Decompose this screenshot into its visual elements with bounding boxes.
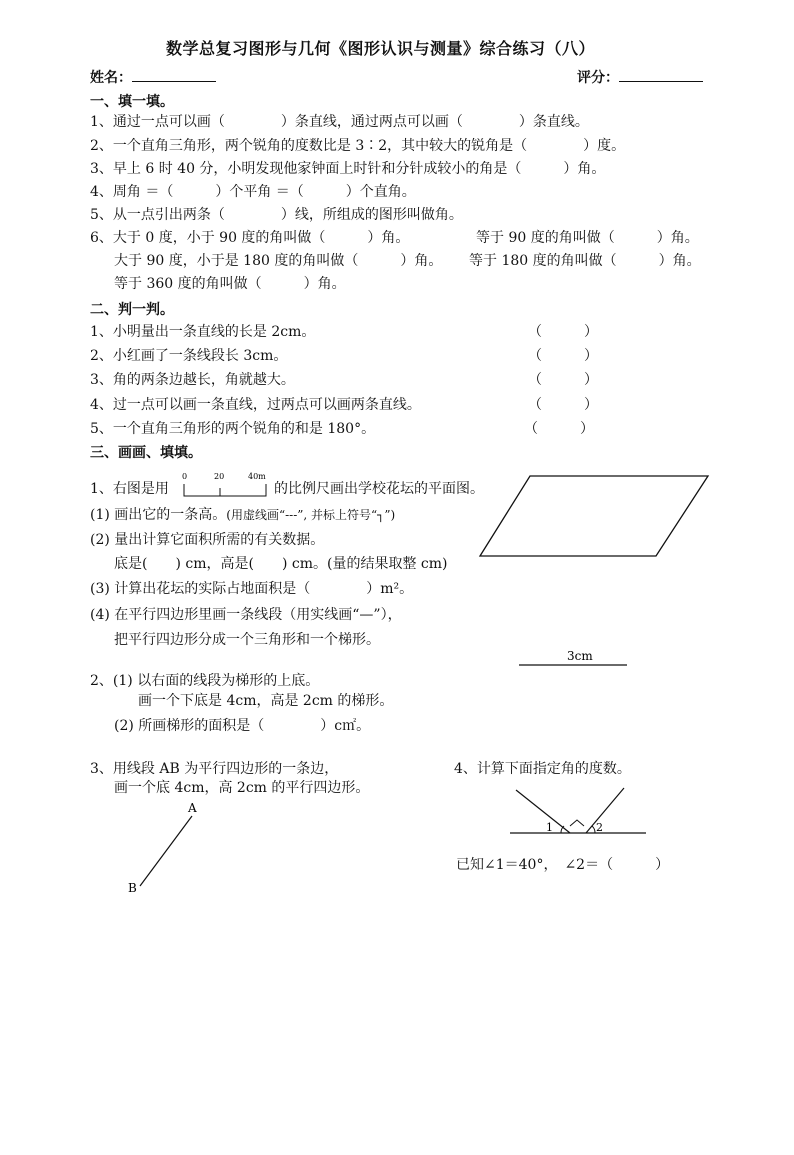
- s3-q1-4b: 把平行四边形分成一个三角形和一个梯形。: [114, 632, 380, 648]
- s2-item-3: 3、角的两条边越长，角就越大。: [90, 372, 295, 388]
- segment-ab: [122, 798, 212, 898]
- s1-q4: 4、周角 ＝（ ）个平角 ＝（ ）个直角。: [90, 184, 416, 200]
- angle-figure: [506, 782, 656, 838]
- s3-q1-2b: 底是( ) cm，高是( ) cm。(量的结果取整 cm): [114, 556, 448, 572]
- s2-bracket-3[interactable]: （ ）: [528, 372, 598, 388]
- s1-q6c: 大于 90 度，小于是 180 度的角叫做（ ）角。: [114, 253, 443, 269]
- s2-item-4: 4、过一点可以画一条直线，过两点可以画两条直线。: [90, 397, 421, 413]
- score-field[interactable]: [577, 67, 703, 87]
- s2-bracket-4[interactable]: （ ）: [528, 397, 598, 413]
- angle2-label: 2: [596, 821, 603, 834]
- parallelogram-shape: [480, 476, 708, 556]
- s1-q2: 2、一个直角三角形，两个锐角的度数比是 3∶2，其中较大的锐角是（ ）度。: [90, 138, 626, 154]
- s1-q3: 3、早上 6 时 40 分，小明发现他家钟面上时针和分针成较小的角是（ ）角。: [90, 161, 606, 177]
- s3-q1-2: (2) 量出计算它面积所需的有关数据。: [90, 532, 325, 548]
- scale-label-20: 20: [214, 472, 225, 481]
- segment-3cm-label: 3cm: [567, 649, 593, 663]
- s3-q1-1-note: (用虚线画“---”, 并标上符号“┐”): [226, 508, 396, 522]
- s2-item-2: 2、小红画了一条线段长 3cm。: [90, 348, 288, 364]
- s3-q4-answer: 已知∠1＝40°， ∠2＝（ ）: [456, 857, 670, 873]
- name-blank[interactable]: [132, 67, 216, 82]
- parallelogram-figure: [476, 470, 716, 562]
- s3-q3b: 画一个底 4cm，高 2cm 的平行四边形。: [114, 780, 370, 796]
- s3-q3a: 3、用线段 AB 为平行四边形的一条边，: [90, 761, 339, 777]
- s2-item-5: 5、一个直角三角形的两个锐角的和是 180°。: [90, 421, 376, 437]
- s3-q1-4a: (4) 在平行四边形里画一条线段（用实线画“—”），: [90, 607, 402, 623]
- s1-q6e: 等于 360 度的角叫做（ ）角。: [114, 276, 346, 292]
- angle1-label: 1: [546, 821, 553, 834]
- section2-heading: 二、判一判。: [90, 302, 174, 318]
- name-label: 姓名：: [90, 70, 132, 86]
- point-b-label: B: [128, 881, 137, 895]
- s3-q1-1-text: (1) 画出它的一条高。: [90, 507, 227, 523]
- section3-heading: 三、画画、填填。: [90, 445, 202, 461]
- scale-label-0: 0: [182, 472, 188, 481]
- s1-q5: 5、从一点引出两条（ ）线，所组成的图形叫做角。: [90, 207, 463, 223]
- s3-q1-3: (3) 计算出花坛的实际占地面积是（ ）m²。: [90, 581, 414, 597]
- s1-q6a: 6、大于 0 度，小于 90 度的角叫做（ ）角。: [90, 230, 410, 246]
- s1-q1: 1、通过一点可以画（ ）条直线，通过两点可以画（ ）条直线。: [90, 114, 589, 130]
- scale-label-40: 40m: [248, 472, 266, 481]
- page-title: 数学总复习图形与几何《图形认识与测量》综合练习（八）: [166, 39, 596, 58]
- s2-item-1: 1、小明量出一条直线的长是 2cm。: [90, 324, 316, 340]
- score-blank[interactable]: [619, 67, 703, 82]
- s3-q4: 4、计算下面指定角的度数。: [454, 761, 631, 777]
- point-a-label: A: [188, 801, 197, 815]
- segment-3cm: [515, 648, 631, 670]
- s1-q6b: 等于 90 度的角叫做（ ）角。: [476, 230, 699, 246]
- score-label: 评分：: [577, 70, 619, 86]
- name-field[interactable]: [90, 67, 216, 87]
- s3-q2-1a: 2、(1) 以右面的线段为梯形的上底。: [90, 673, 320, 689]
- s3-q1-before: 1、右图是用: [90, 481, 169, 497]
- s1-q6d: 等于 180 度的角叫做（ ）角。: [469, 253, 701, 269]
- scale-bar: [180, 470, 272, 500]
- s3-q2-2: (2) 所画梯形的面积是（ ）c㎡。: [114, 718, 371, 734]
- s2-bracket-5[interactable]: （ ）: [524, 421, 594, 437]
- s3-q1-1: [90, 506, 395, 524]
- s3-q2-1b: 画一个下底是 4cm，高是 2cm 的梯形。: [138, 693, 394, 709]
- s2-bracket-2[interactable]: （ ）: [528, 348, 598, 364]
- section1-heading: 一、填一填。: [90, 94, 174, 110]
- s3-q1-after: 的比例尺画出学校花坛的平面图。: [274, 481, 484, 497]
- s2-bracket-1[interactable]: （ ）: [528, 324, 598, 340]
